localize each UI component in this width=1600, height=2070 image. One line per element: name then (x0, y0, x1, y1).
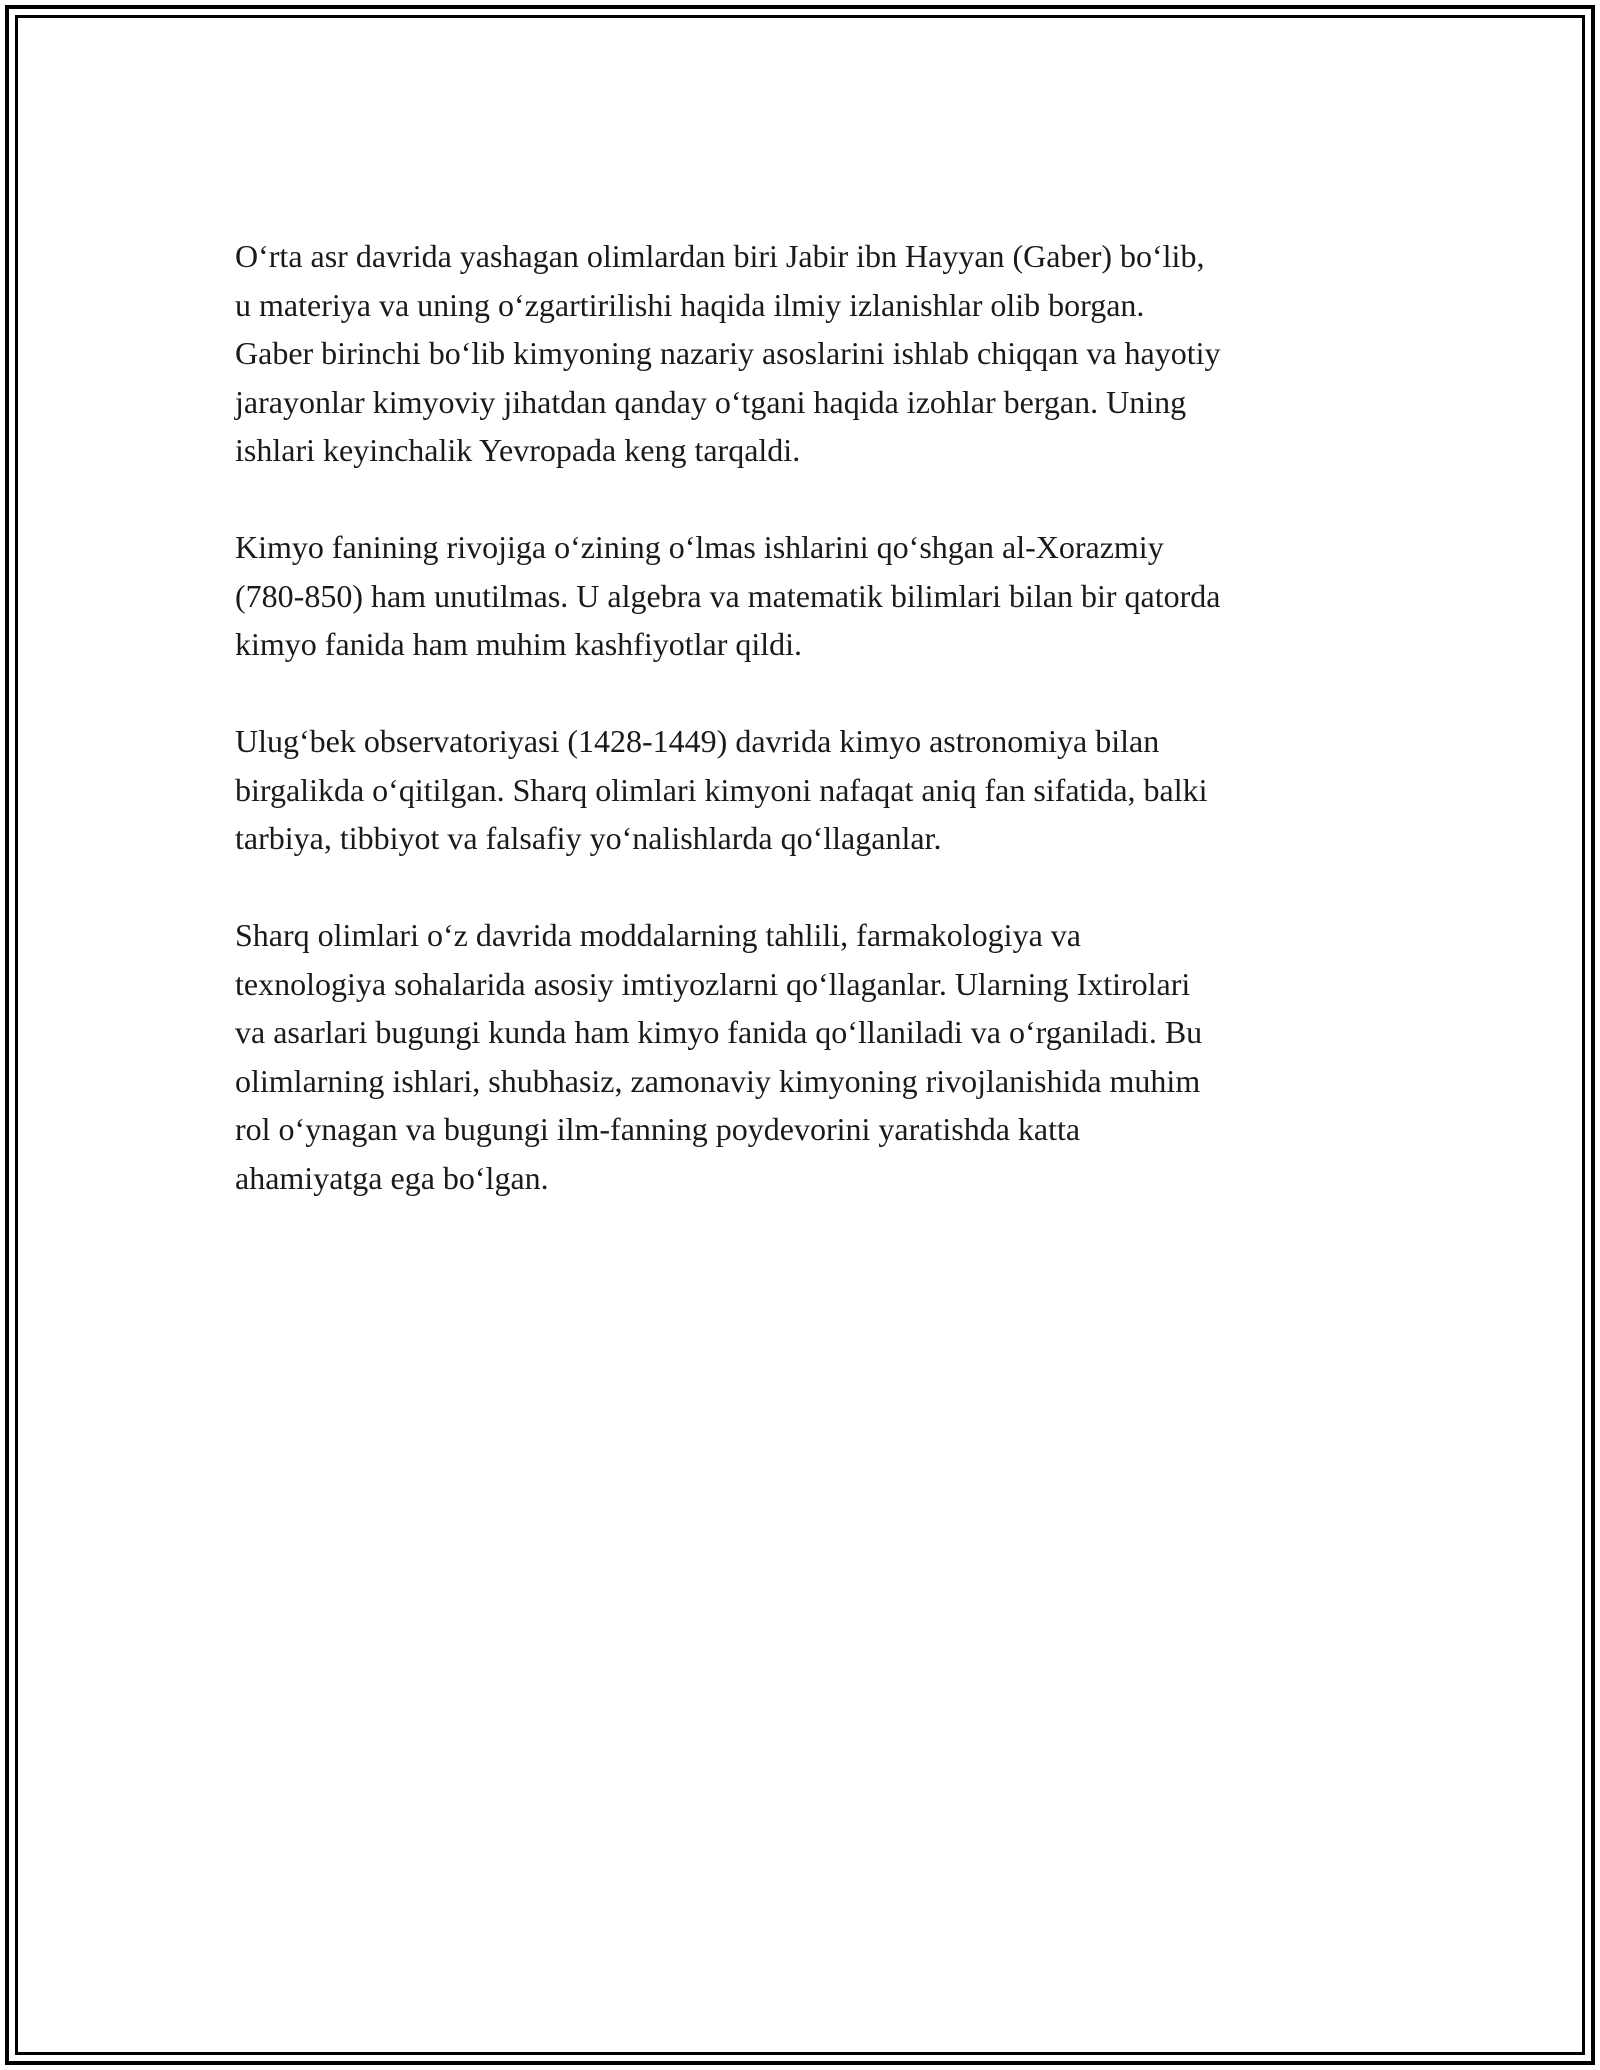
text-line: Ulug‘bek observatoriyasi (1428-1449) davrida kimyo astronomiya bilan (235, 723, 1160, 759)
text-line: Kimyo fanining rivojiga o‘zining o‘lmas ishlarini qo‘shgan al-Xorazmiy (235, 529, 1164, 565)
text-line: Sharq olimlari o‘z davrida moddalarning tahlili, farmakologiya va (235, 917, 1081, 953)
text-line: ahamiyatga ega bo‘lgan. (235, 1159, 549, 1196)
document-body (235, 232, 1395, 1251)
text-line: tarbiya, tibbiyot va falsafiy yo‘nalishlarda qo‘llaganlar. (235, 820, 942, 856)
text-line: O‘rta asr davrida yashagan olimlardan biri Jabir ibn Hayyan (Gaber) bo‘lib, (235, 238, 1205, 274)
paragraph-ulugbek-observatory (235, 717, 1395, 863)
text-line: Gaber birinchi bo‘lib kimyoning nazariy asoslarini ishlab chiqqan va hayotiy (235, 335, 1221, 371)
text-line: texnologiya sohalarida asosiy imtiyozlarni qo‘llaganlar. Ularning Ixtirolari (235, 965, 1191, 1002)
text-line: birgalikda o‘qitilgan. Sharq olimlari kimyoni nafaqat aniq fan sifatida, balki (235, 771, 1208, 808)
text-line: kimyo fanida ham muhim kashfiyotlar qildi. (235, 626, 803, 662)
text-line: rol o‘ynagan va bugungi ilm-fanning poydevorini yaratishda katta (235, 1111, 1081, 1147)
text-line: jarayonlar kimyoviy jihatdan qanday o‘tgani haqida izohlar bergan. Uning (235, 383, 1187, 420)
text-line: ishlari keyinchalik Yevropada keng tarqaldi. (235, 432, 801, 468)
text-line: olimlarning ishlari, shubhasiz, zamonaviy kimyoning rivojlanishida muhim (235, 1062, 1201, 1099)
text-line: u materiya va uning o‘zgartirilishi haqida ilmiy izlanishlar olib borgan. (235, 286, 1145, 323)
text-line: (780-850) ham unutilmas. U algebra va matematik bilimlari bilan bir qatorda (235, 577, 1221, 614)
paragraph-al-xorazmiy (235, 523, 1395, 669)
text-line: va asarlari bugungi kunda ham kimyo fanida qo‘llaniladi va o‘rganiladi. Bu (235, 1014, 1203, 1050)
paragraph-eastern-scholars (235, 911, 1395, 1202)
paragraph-jabir-ibn-hayyan (235, 232, 1395, 475)
